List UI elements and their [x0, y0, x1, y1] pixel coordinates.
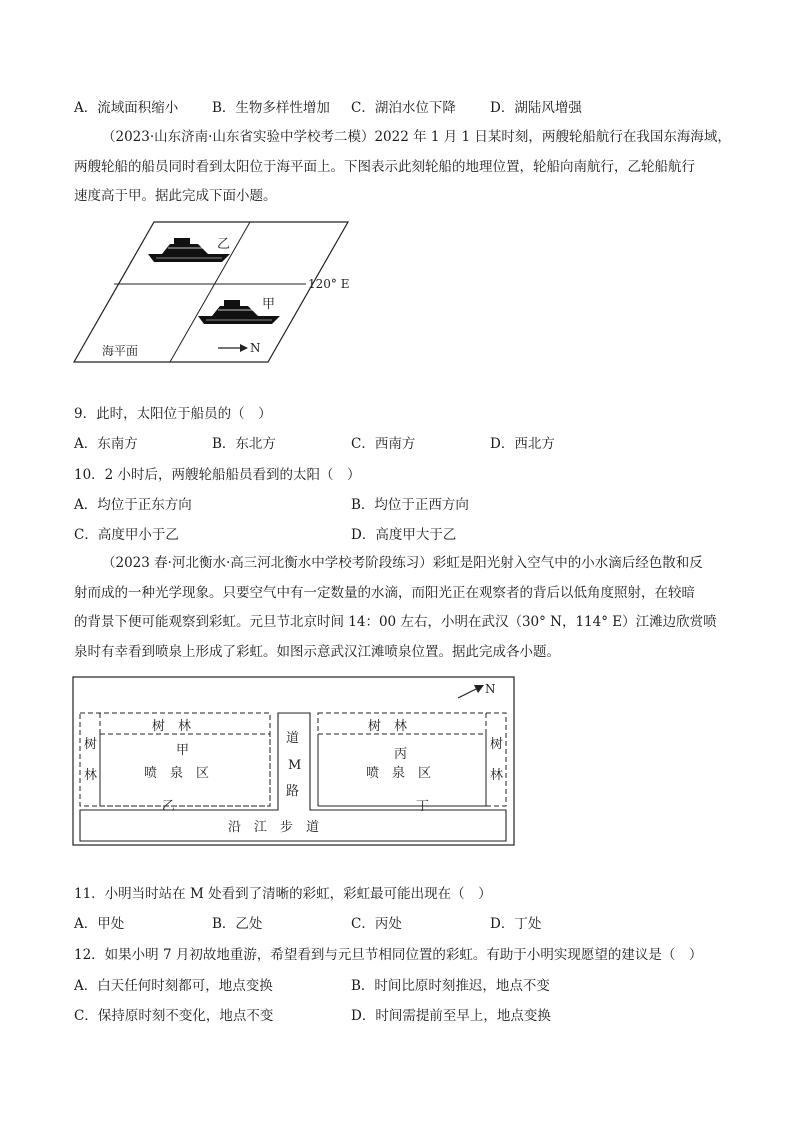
label-yi: 乙 — [217, 237, 231, 252]
q9-stem: 9．此时，太阳位于船员的（ ） — [74, 406, 272, 422]
road-label-1: 道 — [286, 731, 300, 746]
north-arrow-icon — [458, 685, 484, 698]
passage-ships-line-1: （2023·山东济南·山东省实验中学校考二模）2022 年 1 月 1 日某时刻，两艘轮船航行在我国东海海域， — [102, 129, 731, 145]
passage-rainbow-line-1: （2023 春·河北衡水·高三河北衡水中学校考阶段练习）彩虹是阳光射入空气中的小水滴后经色散和反 — [102, 555, 703, 571]
q10-stem: 10．2 小时后，两艘轮船船员看到的太阳（ ） — [74, 467, 361, 483]
q9-option-d: D．西北方 — [490, 436, 555, 452]
forest-left-side-1: 树 — [84, 737, 98, 752]
q12-stem: 12．如果小明 7 月初故地重游，希望看到与元旦节相同位置的彩虹。有助于小明实现愿望的建议是（ ） — [74, 947, 703, 963]
forest-left-side-2: 林 — [84, 768, 98, 783]
q12-option-a: A．白天任何时刻都可，地点变换 — [74, 978, 273, 994]
label-jia: 甲 — [262, 297, 276, 312]
q10-option-b: B．均位于正西方向 — [351, 497, 469, 513]
ships-figure — [70, 218, 370, 368]
q11-option-b: B．乙处 — [212, 916, 263, 932]
label-ding: 丁 — [416, 799, 430, 814]
q9-option-b: B．东北方 — [212, 436, 276, 452]
label-jia: 甲 — [176, 743, 190, 758]
q12-option-d: D．时间需提前至早上，地点变换 — [351, 1008, 551, 1024]
road-label-m: M — [288, 758, 302, 773]
q8-option-c: C．湖泊水位下降 — [351, 100, 456, 116]
north-arrow-icon — [218, 344, 248, 352]
q11-option-d: D．丁处 — [490, 916, 542, 932]
label-bing: 丙 — [394, 747, 408, 762]
q8-option-b: B．生物多样性增加 — [212, 100, 330, 116]
passage-ships-line-2: 两艘轮船的船员同时看到太阳位于海平面上。下图表示此刻轮船的地理位置，轮船向南航行，乙轮船航行 — [74, 158, 695, 175]
q9-option-c: C．西南方 — [351, 436, 416, 452]
q11-stem: 11．小明当时站在 M 处看到了清晰的彩虹，彩虹最可能出现在（ ） — [74, 886, 492, 902]
forest-right-top: 树 林 — [368, 719, 408, 734]
label-meridian: 120° E — [308, 277, 350, 291]
forest-right-side-2: 林 — [490, 768, 504, 783]
q11-option-a: A．甲处 — [74, 916, 125, 932]
road-label-2: 路 — [286, 784, 300, 799]
q10-option-c: C．高度甲小于乙 — [74, 527, 179, 543]
forest-left-top: 树 林 — [152, 719, 192, 734]
q9-option-a: A．东南方 — [74, 436, 138, 452]
label-yi: 乙 — [162, 799, 176, 814]
label-north: N — [250, 341, 261, 355]
passage-rainbow-line-3: 的背景下便可能观察到彩虹。元旦节北京时间 14：00 左右，小明在武汉（30° N，114° E）江滩边欣赏喷 — [74, 614, 717, 630]
q8-option-d: D．湖陆风增强 — [490, 100, 582, 116]
q12-option-b: B．时间比原时刻推迟，地点不变 — [351, 978, 550, 994]
q10-option-a: A．均位于正东方向 — [74, 497, 192, 513]
q12-option-c: C．保持原时刻不变化，地点不变 — [74, 1008, 274, 1024]
fountain-left-label: 喷 泉 区 — [144, 766, 210, 781]
sea-surface-outline — [74, 222, 348, 362]
passage-ships — [74, 123, 734, 212]
q10-option-d: D．高度甲大于乙 — [351, 527, 457, 543]
passage-ships-line-3: 速度高于甲。据此完成下面小题。 — [74, 188, 277, 204]
label-sea-surface: 海平面 — [102, 344, 139, 358]
right-forest-outer — [318, 713, 506, 806]
forest-right-side-1: 树 — [490, 737, 504, 752]
fountain-map — [72, 676, 516, 848]
passage-rainbow — [74, 549, 734, 667]
fountain-right-label: 喷 泉 区 — [366, 766, 432, 781]
passage-rainbow-line-2: 射而成的一种光学现象。只要空气中有一定数量的水滴，而阳光正在观察者的背后以低角度照射，在较暗 — [74, 584, 695, 601]
q11-option-c: C．丙处 — [351, 916, 402, 932]
passage-rainbow-line-4: 泉时有幸看到喷泉上形成了彩虹。如图示意武汉江滩喷泉位置。据此完成各小题。 — [74, 643, 560, 660]
walkway-label: 沿 江 步 道 — [228, 820, 320, 835]
map-north-label: N — [485, 682, 496, 696]
q8-option-a: A．流域面积缩小 — [74, 100, 179, 116]
